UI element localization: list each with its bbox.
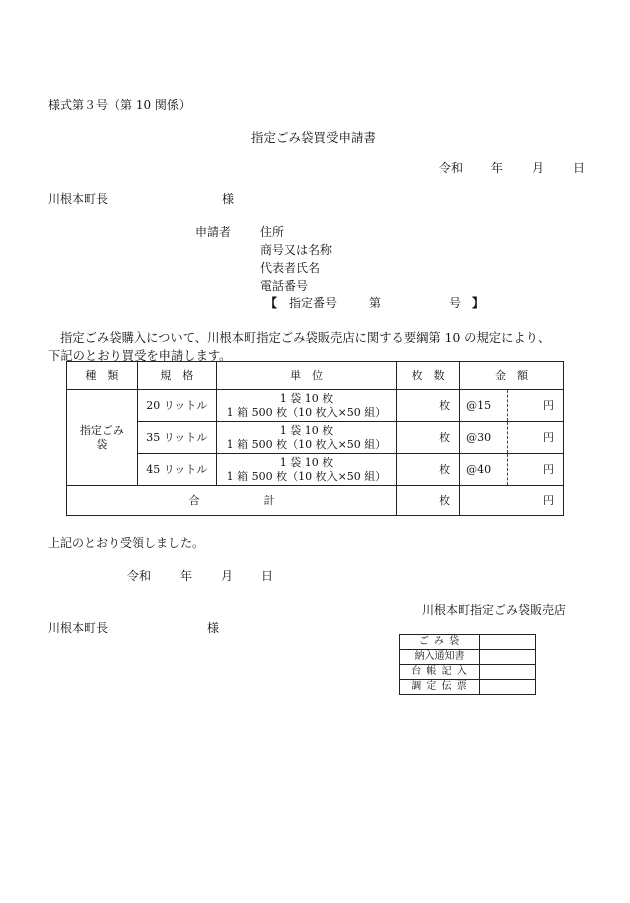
check-row — [400, 650, 536, 665]
receipt-text: 上記のとおり受領しました。 — [48, 536, 205, 550]
applicant-address-field: 住所 — [260, 225, 285, 239]
check-blank-cell — [480, 635, 536, 650]
price-cell: @40 — [460, 454, 508, 486]
yen-cell: 円 — [508, 454, 564, 486]
table-header-row — [67, 362, 564, 390]
unit-cell — [216, 454, 397, 486]
addressee-name: 川根本町長 — [48, 192, 109, 206]
total-label-a: 合 — [188, 493, 200, 507]
unit-line2: 1 箱 500 枚（10 枚入×50 組） — [226, 405, 387, 419]
check-row — [400, 635, 536, 650]
unit-line2: 1 箱 500 枚（10 枚入×50 組） — [226, 437, 387, 451]
check-table — [399, 634, 536, 695]
check-label: 納入通知書 — [400, 650, 480, 665]
unit-line1: 1 袋 10 枚 — [279, 391, 334, 405]
spec-cell: 35 リットル — [137, 422, 216, 454]
count-cell: 枚 — [397, 454, 460, 486]
receipt-date-era: 令和 — [127, 569, 152, 583]
check-label: 台 帳 記 入 — [400, 665, 480, 680]
date-day: 日 — [573, 161, 586, 175]
total-yen-cell: 円 — [460, 486, 564, 516]
total-label-cell — [67, 486, 397, 516]
addressee2-honorific: 様 — [207, 621, 220, 635]
yen-cell: 円 — [508, 390, 564, 422]
spec-cell: 45 リットル — [137, 454, 216, 486]
body-text-line1: 指定ごみ袋購入について、川根本町指定ごみ袋販売店に関する要綱第 10 の規定により、 — [60, 331, 551, 345]
total-label-b: 計 — [263, 493, 275, 507]
check-row — [400, 665, 536, 680]
count-cell: 枚 — [397, 390, 460, 422]
applicant-representative-field: 代表者氏名 — [260, 261, 321, 275]
document-title: 指定ごみ袋買受申請書 — [251, 130, 377, 145]
check-row — [400, 680, 536, 695]
header-count: 枚 数 — [397, 362, 460, 390]
table-row — [67, 422, 564, 454]
body-text-line2: 下記のとおり買受を申請します。 — [48, 349, 232, 363]
spec-cell: 20 リットル — [137, 390, 216, 422]
yen-cell: 円 — [508, 422, 564, 454]
seller-name: 川根本町指定ごみ袋販売店 — [422, 603, 567, 617]
form-number: 様式第３号（第 10 関係） — [48, 98, 191, 112]
addressee2-name: 川根本町長 — [48, 621, 109, 635]
check-label: ご み 袋 — [400, 635, 480, 650]
unit-line1: 1 袋 10 枚 — [279, 455, 334, 469]
receipt-date-year: 年 — [180, 569, 193, 583]
count-cell: 枚 — [397, 422, 460, 454]
price-cell: @15 — [460, 390, 508, 422]
applicant-label: 申請者 — [195, 225, 232, 239]
type-cell: 指定ごみ 袋 — [67, 390, 138, 486]
designation-open-bracket: 【 — [265, 296, 278, 310]
check-blank-cell — [480, 680, 536, 695]
date-era: 令和 — [439, 161, 464, 175]
designation-label: 指定番号 — [289, 296, 338, 310]
unit-cell — [216, 422, 397, 454]
designation-dai: 第 — [369, 296, 382, 310]
check-blank-cell — [480, 665, 536, 680]
header-unit: 単 位 — [216, 362, 397, 390]
purchase-table — [66, 361, 564, 516]
check-blank-cell — [480, 650, 536, 665]
receipt-date-month: 月 — [221, 569, 234, 583]
designation-go: 号 — [449, 296, 462, 310]
addressee-honorific: 様 — [222, 192, 235, 206]
date-month: 月 — [532, 161, 545, 175]
table-row — [67, 390, 564, 422]
table-row — [67, 454, 564, 486]
designation-close-bracket: 】 — [472, 296, 485, 310]
unit-cell — [216, 390, 397, 422]
table-total-row — [67, 486, 564, 516]
header-type: 種 類 — [67, 362, 138, 390]
total-count-cell: 枚 — [397, 486, 460, 516]
applicant-phone-field: 電話番号 — [260, 279, 309, 293]
unit-line2: 1 箱 500 枚（10 枚入×50 組） — [226, 469, 387, 483]
header-amount: 金 額 — [460, 362, 564, 390]
receipt-date-day: 日 — [261, 569, 274, 583]
applicant-company-field: 商号又は名称 — [260, 243, 333, 257]
price-cell: @30 — [460, 422, 508, 454]
unit-line1: 1 袋 10 枚 — [279, 423, 334, 437]
check-label: 調 定 伝 票 — [400, 680, 480, 695]
header-spec: 規 格 — [137, 362, 216, 390]
date-year: 年 — [491, 161, 504, 175]
